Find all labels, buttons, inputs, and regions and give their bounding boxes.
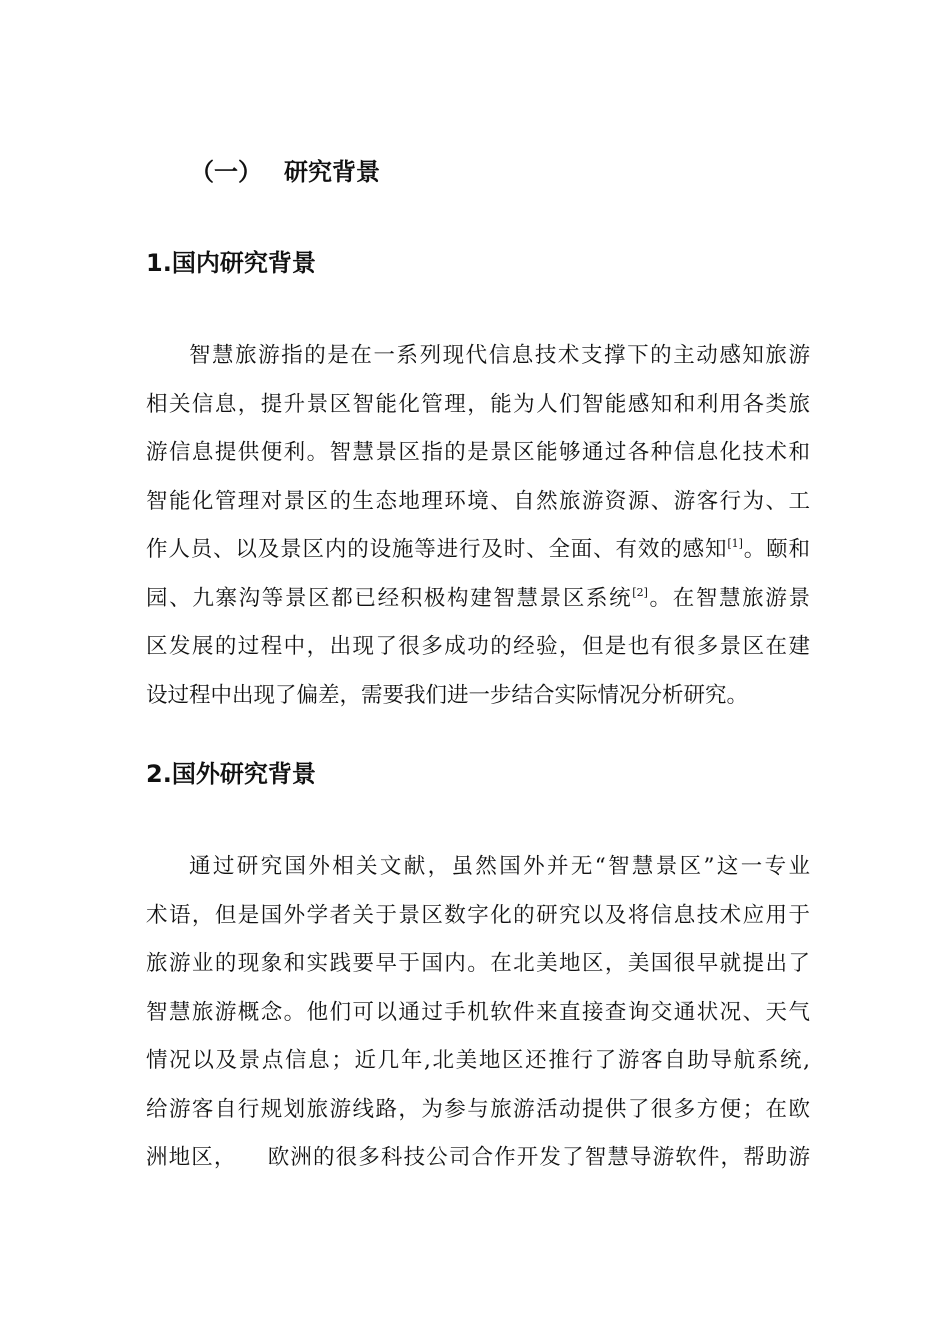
section-title-text: 研究背景: [284, 158, 380, 186]
paragraph-line: 情况以及景点信息；近几年,北美地区还推行了游客自助导航系统,: [146, 1048, 810, 1073]
foreign-heading: 2.国外研究背景: [146, 760, 316, 788]
citation-ref: [2]: [632, 585, 648, 599]
paragraph-line: 智慧旅游概念。他们可以通过手机软件来直接查询交通状况、天气: [146, 999, 810, 1025]
line-text: 园、九寨沟等景区都已经积极构建智慧景区系统: [146, 585, 633, 611]
paragraph-line: 给游客自行规划旅游线路，为参与旅游活动提供了很多方便；在欧: [146, 1096, 810, 1122]
citation-ref: [1]: [727, 537, 743, 550]
paragraph-line: [146, 526, 810, 575]
paragraph-line: [146, 1134, 810, 1183]
domestic-heading: 1.国内研究背景: [146, 249, 316, 277]
paragraph-line: 通过研究国外相关文献，虽然国外并无“智慧景区”这一专业: [189, 854, 810, 879]
section-number: （一）: [190, 158, 262, 186]
line-text: 洲地区，: [146, 1145, 237, 1170]
paragraph-line: 区发展的过程中，出现了很多成功的经验，但是也有很多景区在建: [146, 634, 810, 659]
line-text: 。在智慧旅游景: [647, 585, 810, 611]
foreign-paragraph: [146, 843, 810, 1183]
line-text: 作人员、以及景区内的设施等进行及时、全面、有效的感知: [146, 537, 728, 562]
domestic-paragraph: [146, 332, 810, 720]
line-text: 欧洲的很多科技公司合作开发了智慧导游软件，帮助游: [266, 1145, 810, 1170]
section-title: [190, 152, 380, 192]
paragraph-line: 术语，但是国外学者关于景区数字化的研究以及将信息技术应用于: [146, 902, 810, 928]
paragraph-line: 相关信息，提升景区智能化管理，能为人们智能感知和利用各类旅: [146, 391, 810, 417]
paragraph-line: 设过程中出现了偏差，需要我们进一步结合实际情况分析研究。: [146, 682, 749, 708]
paragraph-line: 游信息提供便利。智慧景区指的是景区能够通过各种信息化技术和: [146, 440, 810, 465]
paragraph-line: 智慧旅游指的是在一系列现代信息技术支撑下的主动感知旅游: [189, 343, 810, 368]
paragraph-line: 旅游业的现象和实践要早于国内。在北美地区，美国很早就提出了: [146, 951, 810, 976]
paragraph-line: 智能化管理对景区的生态地理环境、自然旅游资源、游客行为、工: [146, 488, 810, 514]
paragraph-line: [146, 575, 810, 624]
line-text: 。颐和: [742, 537, 810, 562]
